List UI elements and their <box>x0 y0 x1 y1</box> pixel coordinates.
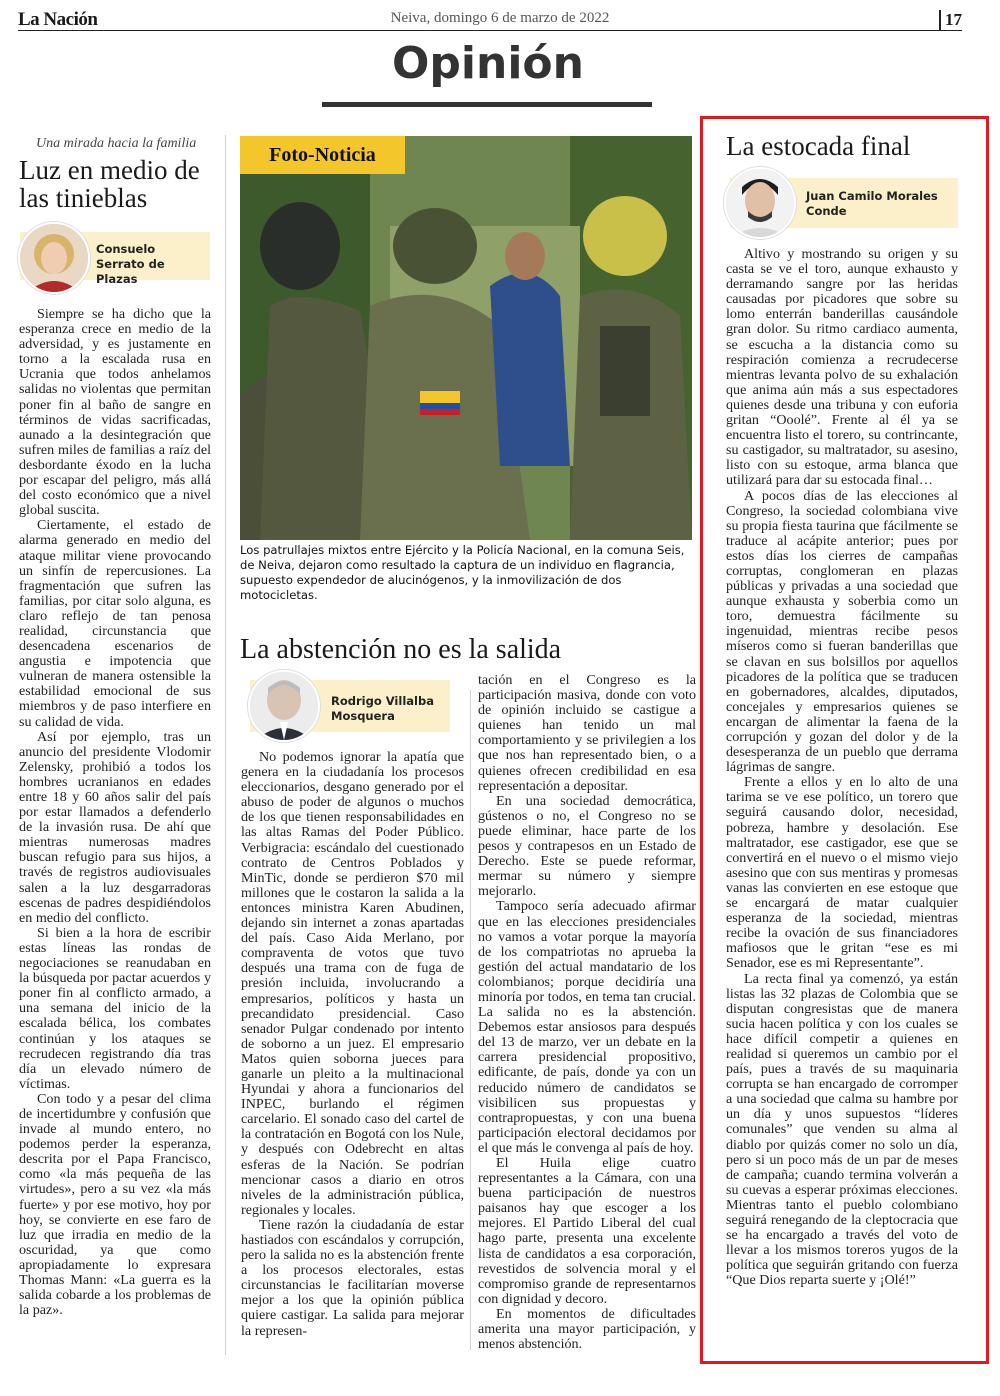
author-name: Rodrigo Villalba Mosquera <box>331 694 434 723</box>
article-body <box>726 247 958 1288</box>
paragraph: Si bien a la hora de escribir estas líneas las rondas de negociaciones se reanudaban en la búsqueda por pactar acuerdos y poner fin al conflicto armado, a una semana del inicio de la escalada bélica, los combates continúan y los ataques se recrudecen registrando día tras día un elevado número de víctimas. <box>19 924 211 1092</box>
edition-date: Neiva, domingo 6 de marzo de 2022 <box>390 10 610 26</box>
section-rule <box>322 102 652 107</box>
author-name: Consuelo Serrato de Plazas <box>96 242 165 286</box>
author-avatar <box>724 167 796 239</box>
author-name: Juan Camilo Morales Conde <box>806 189 938 218</box>
author-avatar <box>18 222 90 294</box>
newspaper-logo: La Nación <box>18 9 98 30</box>
paragraph: Tiene razón la ciudadanía de estar hastiados con escándalos y corrupción, pero la salida no es la abstención frente a los procesos electorales, estas circunstancias le facilitarían moverse mejor a los que la opinión pública quiere castigar. La salida para mejorar la represen- <box>241 1216 464 1339</box>
author-avatar <box>248 670 320 742</box>
column-divider <box>470 690 471 1350</box>
header-rule <box>18 30 962 31</box>
article-title: La abstención no es la salida <box>240 634 562 665</box>
paragraph: No podemos ignorar la apatía que genera en la ciudadanía los procesos eleccionarios, desgano generado por el abuso de poder de algunos o muchos de los que tienen responsabilidades en las altas Ramas del Poder Público. Verbigracia: escándalo del cuestionado contrato de Centros Poblados y MinTic, donde se perdieron $70 mil millones que le costaron la salida a la entonces ministra Karen Abudinen, dejando sin internet a zonas apartadas del país. Caso Aida Merlano, por compraventa de votos que tuvo después una trama con de fuga de presión incluida, involucrando a empresarios, políticos y hasta un precandidato presidencial. Caso senador Pulgar condenado por intento de soborno a un juez. El empresario Matos quien soborna jueces para ganarle un pleito a la multinacional Hyundai y ahora a funcionarios del INPEC, burlando el régimen carcelario. El sonado caso del cartel de la contratación en Bogotá con los Nule, y después con Odebrecht en altas esferas de la Nación. Se podrían mencionar casos a diario en otros niveles de la administración pública, regionales y locales. <box>241 749 464 1218</box>
paragraph: Ciertamente, el estado de alarma generado en medio del ataque militar viene provocando un sinfín de repercusiones. La fragmentación que sufren las familias, por citar solo alguna, es claro reflejo de tan penosa realidad, circunstancia que desencadena escenarios de angustia e impotencia que vulneran de manera ostensible la estabilidad emocional de sus miembros y de paso interfiere en su calidad de vida. <box>19 517 211 730</box>
photo-caption: Los patrullajes mixtos entre Ejército y la Policía Nacional, en la comuna Seis, de Neiva, dejaron como resultado la captura de un individuo en flagrancia, supuesto expendedor de alucinógenos, y la inmovilización de dos motocicletas. <box>240 543 685 602</box>
paragraph: Con todo y a pesar del clima de incertidumbre y confusión que invade al mundo entero, no podemos perder la esperanza, descrita por el Papa Francisco, como «la más pequeña de las virtudes», pero a su vez «la más fuerte» y por ese motivo, hoy por hoy, se convierte en ese faro de luz que irradia en medio de la oscuridad, ya que como apropiadamente lo expresara Thomas Mann: «La guerra es la salida cobarde a los problemas de la paz». <box>19 1090 211 1319</box>
paragraph: tación en el Congreso es la participación masiva, donde con voto de opinión incluido se castigue a quienes han tenido un mal comportamiento y se privilegien a los que nos han representado bien, o a quienes ofrecen credibilidad en esa representación a depositar. <box>478 673 696 794</box>
paragraph: Altivo y mostrando su origen y su casta se ve el toro, aunque exhausto y derramando sangre por las heridas causadas por picadores que sobre su lomo enterrán banderillas causándole gran dolor. Su ritmo cardiaco aumenta, se escucha a la distancia como su respiración comienza a recrudecerse mientras levanta polvo de su exhalación que anima aún más a sus espectadores quienes desde una tribuna y con euforia gritan “Ooolé”. Frente al él ya se encuentra listo el torero, su contrincante, su castigador, su maltratador, su asesino, listo con su estoque, arma blanca que utilizará para dar su estocada final… <box>726 246 958 489</box>
paragraph: A pocos días de las elecciones al Congreso, la sociedad colombiana vive su propia fiesta taurina que fácilmente se traduce al acápite anterior; pues por estos días los cierres de campañas corruptas, conglomeran en plazas públicas y privadas a una sociedad que aunque exhausta y soberbia como un toro, demuestra fácilmente su ingenuidad, mientras recibe pesos míseros como si fueran banderillas que se clavan en sus bolsillos por aquellos picadores de la política que se traducen en gobernadores, alcaldes, diputados, concejales y empresarios quienes se encargan de alimentar la faena de la corrupción y gozan del dolor y de la desesperanza de un pueblo que derrama lágrimas de sangre. <box>726 487 958 776</box>
paragraph: Tampoco sería adecuado afirmar que en las elecciones presidenciales no vamos a votar porque la mayoría de los compatriotas no aprueba la gestión del actual mandatario de los colombianos; porque decidiría una minoría por todos, en tema tan crucial. La salida no es la abstención. Debemos estar ansiosos para después del 13 de marzo, ver un debate en la carrera presidencial propositivo, edificante, de país, donde ya con un reducido número de candidatos se visibilicen sus propuestas y contrapropuestas, y con una buena participación electoral decidamos por el que más le convenga al país de hoy. <box>478 898 696 1156</box>
column-kicker: Una mirada hacia la familia <box>36 136 197 151</box>
column-divider <box>225 135 226 1355</box>
page-number: 17 <box>939 10 962 30</box>
paragraph: Así por ejemplo, tras un anuncio del presidente Vlodomir Zelensky, prohibió a todos los hombres ucranianos en edades entre 18 y 60 años salir del país por estar llamados a defenderlo de la invasión rusa. De ahí que mientras numerosas madres buscan refugio para sus hijos, a través de registros audiovisuales salen a la luz desgarradoras escenas de padres despidiéndolos en medio del conflicto. <box>19 728 211 926</box>
paragraph: El Huila elige cuatro representantes a la Cámara, con una buena participación de nuestros paisanos hay que escoger a los mejores. El Partido Liberal del cual hago parte, presenta una excelente lista de candidatos a esa corporación, revestidos de solvencia moral y el compromiso grande de representarnos con dignidad y decoro. <box>478 1155 696 1307</box>
article-body <box>19 307 211 1318</box>
article-title: Luz en medio de las tinieblas <box>19 155 200 213</box>
article-body-column-1 <box>241 750 464 1339</box>
article-body-column-2 <box>478 673 696 1363</box>
paragraph: La recta final ya comenzó, ya están listas las 32 plazas de Colombia que se disputan congresistas que de manera sucia hacen política y con los cuales se hace difícil competir a quienes en realidad si queremos un cambio por el país, pues a través de su maquinaria corrupta se han encargado de corromper a una sociedad que calma su hambre por un día y unos supuestos “líderes comunales” que venden su alma al diablo por quizás comer no solo un día, pero si un poco más de un par de meses de campaña; cuando termina volverán a su cuevas a esperar próximas elecciones. Mientras tanto el pueblo colombiano seguirá renegando de la cleptocracia que se ha encargado a través del voto de llevar a los mismos toreros yugos de la política que seguirán gritando con fuerza “Que Dios reparta suerte y ¡Olé!” <box>726 970 958 1289</box>
photo-news-label: Foto-Noticia <box>240 136 405 174</box>
article-title: La estocada final <box>726 131 911 161</box>
news-photo <box>240 136 692 540</box>
paragraph: Frente a ellos y en lo alto de una tarima se ve ese político, un torero que seguirá causando dolor, necesidad, pobreza, hambre y desolación. Ese maltratador, ese castigador, ese que se convertirá en el nuevo o el mismo viejo asesino que con sus mentiras y promesas vanas las convierten en ese estoque que se encargará de matar cualquier esperanza de la sociedad, mientras recibe la ovación de sus financiadores mafiosos que le gritan “ese es mi Senador, ese es mi Representante”. <box>726 774 958 972</box>
paragraph: En una sociedad democrática, gústenos o no, el Congreso no se puede eliminar, hace parte de los pesos y contrapesos en un Estado de Derecho. Este se puede reformar, mermar su número y siempre mejorarlo. <box>478 792 696 900</box>
paragraph: En momentos de dificultades amerita una mayor participación, y menos abstención. <box>478 1305 696 1353</box>
section-title: Opinión <box>392 38 584 89</box>
paragraph: Siempre se ha dicho que la esperanza crece en medio de la adversidad, y es justamente en torno a la escalada rusa en Ucrania que todos anhelamos salidas no violentas que permitan poner fin al baño de sangre en términos de vidas sacrificadas, aunado a la desintegración que sufren miles de familias a raíz del desbordante éxodo en la lucha por escapar del peligro, más allá del costo económico que a nivel global suscita. <box>19 306 211 519</box>
